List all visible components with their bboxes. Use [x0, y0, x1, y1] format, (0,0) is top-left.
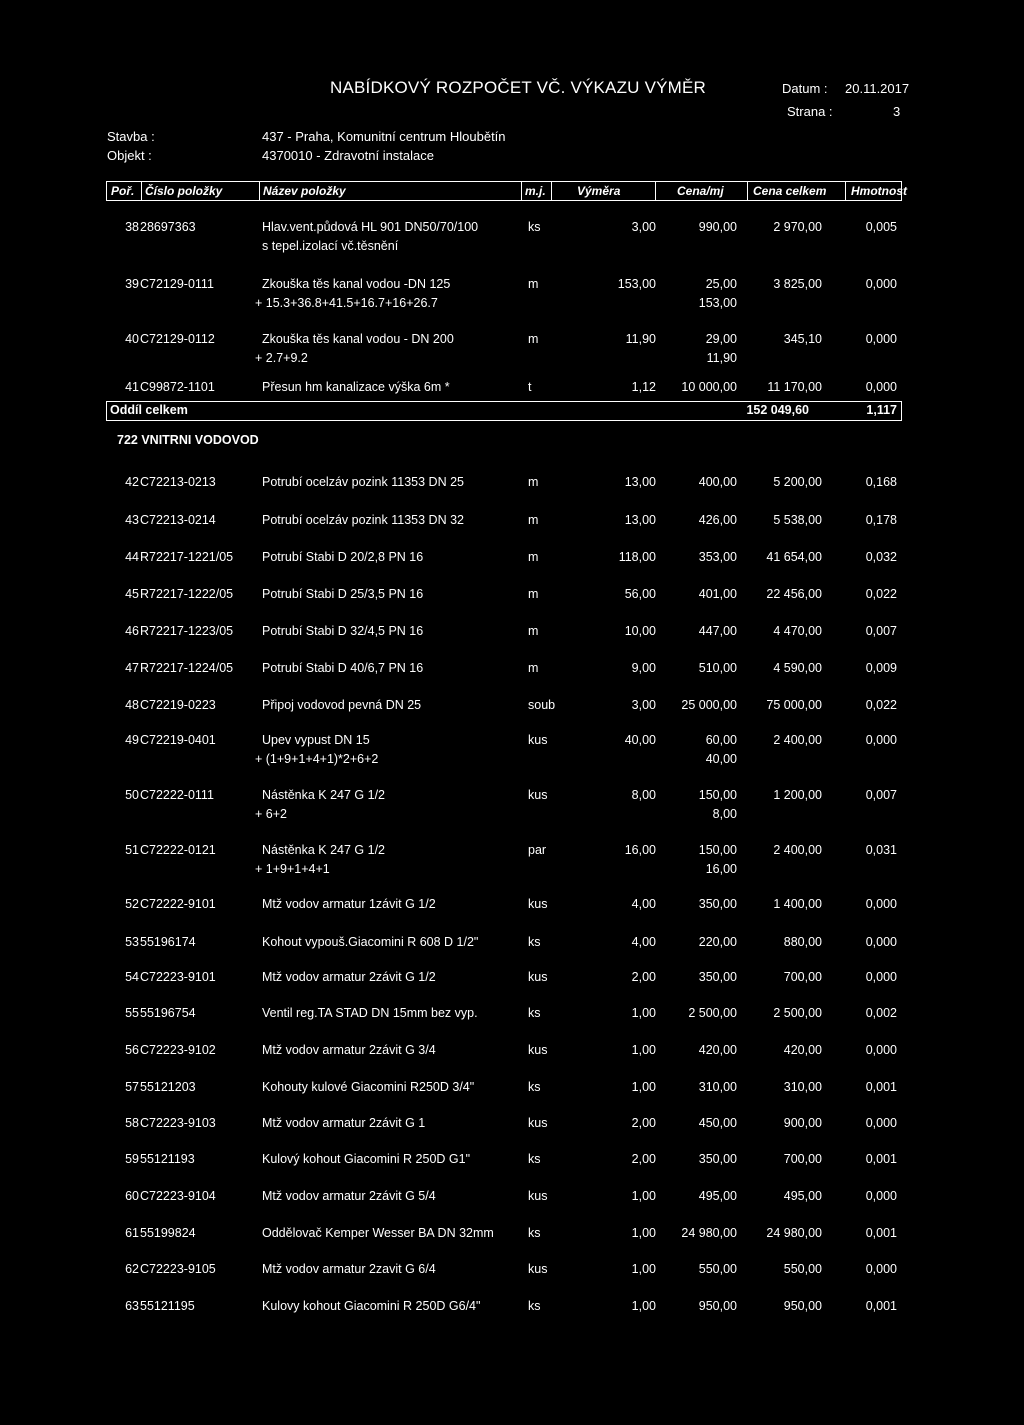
row-number: 55: [125, 1006, 139, 1020]
item-unit-price: 60,00: [705, 733, 737, 747]
item-name: Mtž vodov armatur 2zavit G 6/4: [262, 1262, 436, 1276]
item-unit-price: 353,00: [698, 550, 737, 564]
item-code: C99872-1101: [140, 380, 215, 394]
item-unit-price: 10 000,00: [681, 380, 737, 394]
item-name: Oddělovač Kemper Wesser BA DN 32mm: [262, 1226, 494, 1240]
row-number: 54: [125, 970, 139, 984]
item-total-price: 2 500,00: [773, 1006, 822, 1020]
item-unit: ks: [528, 1080, 541, 1094]
item-total-price: 880,00: [783, 935, 822, 949]
item-total-price: 41 654,00: [766, 550, 822, 564]
column-divider: [655, 182, 656, 200]
row-number: 62: [125, 1262, 139, 1276]
row-number: 45: [125, 587, 139, 601]
item-unit: m: [528, 332, 539, 346]
item-code: C72129-0111: [140, 277, 214, 291]
item-total-price: 950,00: [783, 1299, 822, 1313]
item-unit-price: 450,00: [698, 1116, 737, 1130]
item-unit: kus: [528, 788, 548, 802]
item-total-price: 4 470,00: [773, 624, 822, 638]
item-quantity: 1,00: [631, 1043, 656, 1057]
item-total-price: 3 825,00: [773, 277, 822, 291]
item-name: Kohouty kulové Giacomini R250D 3/4": [262, 1080, 475, 1094]
item-mass: 0,168: [865, 475, 897, 489]
item-total-price: 700,00: [783, 970, 822, 984]
item-total-price: 4 590,00: [773, 661, 822, 675]
row-number: 58: [125, 1116, 139, 1130]
strana-label: Strana :: [787, 104, 833, 119]
table-header: [106, 181, 907, 201]
item-name: Upev vypust DN 15: [262, 733, 370, 747]
item-code: C72213-0213: [140, 475, 216, 489]
item-name: Ventil reg.TA STAD DN 15mm bez vyp.: [262, 1006, 478, 1020]
item-quantity: 1,00: [631, 1080, 656, 1094]
item-unit-price: 24 980,00: [681, 1226, 737, 1240]
item-mass: 0,009: [865, 661, 897, 675]
row-number: 49: [125, 733, 139, 747]
item-code: 55196754: [140, 1006, 196, 1020]
item-unit: m: [528, 587, 539, 601]
item-quantity: 1,12: [631, 380, 656, 394]
item-quantity: 13,00: [624, 475, 656, 489]
row-number: 38: [125, 220, 139, 234]
col-mj: m.j.: [525, 184, 546, 198]
section-total-price: 152 049,60: [746, 403, 809, 417]
item-code: 28697363: [140, 220, 196, 234]
item-mass: 0,001: [865, 1226, 897, 1240]
item-code: R72217-1221/05: [140, 550, 234, 564]
item-code: R72217-1223/05: [140, 624, 234, 638]
item-unit-price: 990,00: [698, 220, 737, 234]
item-quantity: 11,90: [625, 332, 656, 346]
item-name: Kohout vypouš.Giacomini R 608 D 1/2": [262, 935, 479, 949]
item-code: 55121193: [140, 1152, 195, 1166]
item-subline: + 6+2: [255, 807, 287, 821]
item-subline-quantity: 153,00: [698, 296, 737, 310]
item-name: Zkouška těs kanal vodou - DN 200: [262, 332, 454, 346]
item-subline: + 2.7+9.2: [255, 351, 308, 365]
item-unit: ks: [528, 1226, 541, 1240]
item-total-price: 900,00: [783, 1116, 822, 1130]
item-name: Zkouška těs kanal vodou -DN 125: [262, 277, 451, 291]
item-quantity: 3,00: [631, 220, 656, 234]
item-total-price: 1 400,00: [773, 897, 822, 911]
item-quantity: 13,00: [624, 513, 656, 527]
row-number: 60: [125, 1189, 139, 1203]
item-unit-price: 401,00: [698, 587, 737, 601]
item-total-price: 24 980,00: [766, 1226, 822, 1240]
item-unit-price: 25 000,00: [681, 698, 737, 712]
item-unit-price: 2 500,00: [688, 1006, 737, 1020]
item-code: C72129-0112: [140, 332, 215, 346]
row-number: 44: [125, 550, 139, 564]
item-unit: ks: [528, 1152, 541, 1166]
item-mass: 0,000: [865, 380, 897, 394]
item-unit-price: 150,00: [698, 788, 737, 802]
row-number: 50: [125, 788, 139, 802]
column-divider: [747, 182, 748, 200]
item-code: 55121203: [140, 1080, 196, 1094]
item-mass: 0,000: [865, 733, 897, 747]
section-total-bar: [106, 401, 902, 421]
page-title: NABÍDKOVÝ ROZPOČET VČ. VÝKAZU VÝMĚR: [330, 78, 707, 97]
item-quantity: 4,00: [631, 897, 656, 911]
item-mass: 0,007: [865, 788, 897, 802]
item-mass: 0,032: [865, 550, 897, 564]
item-total-price: 310,00: [783, 1080, 822, 1094]
section-heading: 722 VNITRNI VODOVOD: [117, 433, 259, 447]
item-unit-price: 400,00: [698, 475, 737, 489]
item-subline: + 15.3+36.8+41.5+16.7+16+26.7: [255, 296, 438, 310]
item-code: C72223-9103: [140, 1116, 216, 1130]
item-quantity: 40,00: [624, 733, 656, 747]
row-number: 53: [125, 935, 139, 949]
item-name: Mtž vodov armatur 2závit G 1/2: [262, 970, 436, 984]
row-number: 51: [125, 843, 139, 857]
item-code: C72222-0121: [140, 843, 216, 857]
item-mass: 0,001: [865, 1080, 897, 1094]
section-total-label: Oddíl celkem: [110, 403, 188, 417]
item-quantity: 1,00: [631, 1262, 656, 1276]
stavba-value: 437 - Praha, Komunitní centrum Hloubětín: [262, 129, 506, 144]
item-quantity: 1,00: [631, 1006, 656, 1020]
item-subline: + 1+9+1+4+1: [255, 862, 330, 876]
column-divider: [521, 182, 522, 200]
item-code: R72217-1222/05: [140, 587, 234, 601]
column-divider: [141, 182, 142, 200]
item-unit-price: 447,00: [698, 624, 737, 638]
item-unit: m: [528, 513, 539, 527]
col-hmotnost: Hmotnost: [851, 184, 907, 198]
item-unit: t: [528, 380, 532, 394]
item-quantity: 153,00: [617, 277, 656, 291]
item-unit: kus: [528, 1043, 548, 1057]
item-unit-price: 420,00: [698, 1043, 737, 1057]
item-mass: 0,002: [865, 1006, 897, 1020]
col-vymera: Výměra: [577, 184, 621, 198]
item-name: Mtž vodov armatur 1závit G 1/2: [262, 897, 436, 911]
item-total-price: 2 400,00: [773, 843, 822, 857]
item-name: Kulovy kohout Giacomini R 250D G6/4": [262, 1299, 481, 1313]
item-unit-price: 495,00: [698, 1189, 737, 1203]
item-unit: ks: [528, 1006, 541, 1020]
item-quantity: 1,00: [631, 1189, 656, 1203]
item-total-price: 75 000,00: [766, 698, 822, 712]
item-unit: m: [528, 624, 539, 638]
item-name: Nástěnka K 247 G 1/2: [262, 843, 385, 857]
column-divider: [845, 182, 846, 200]
item-unit-price: 950,00: [698, 1299, 737, 1313]
row-number: 52: [125, 897, 139, 911]
item-unit: kus: [528, 970, 548, 984]
row-number: 61: [125, 1226, 139, 1240]
item-total-price: 5 538,00: [773, 513, 822, 527]
item-quantity: 2,00: [631, 970, 656, 984]
item-quantity: 1,00: [631, 1226, 656, 1240]
item-quantity: 10,00: [624, 624, 656, 638]
row-number: 40: [125, 332, 139, 346]
item-total-price: 420,00: [783, 1043, 822, 1057]
item-mass: 0,000: [865, 1189, 897, 1203]
item-mass: 0,000: [865, 1262, 897, 1276]
item-unit: ks: [528, 220, 541, 234]
item-quantity: 56,00: [624, 587, 656, 601]
item-subline: + (1+9+1+4+1)*2+6+2: [255, 752, 379, 766]
item-code: C72223-9105: [140, 1262, 216, 1276]
datum-label: Datum :: [782, 81, 828, 96]
item-total-price: 5 200,00: [773, 475, 822, 489]
row-number: 42: [125, 475, 139, 489]
item-mass: 0,001: [865, 1299, 897, 1313]
col-nazev: Název položky: [263, 184, 346, 198]
item-subline-quantity: 16,00: [705, 862, 737, 876]
item-code: C72223-9104: [140, 1189, 216, 1203]
column-divider: [259, 182, 260, 200]
strana-value: 3: [893, 104, 901, 119]
item-unit: kus: [528, 1116, 548, 1130]
item-unit-price: 350,00: [698, 897, 737, 911]
item-code: R72217-1224/05: [140, 661, 234, 675]
row-number: 56: [125, 1043, 139, 1057]
item-unit: m: [528, 661, 539, 675]
item-unit-price: 25,00: [705, 277, 737, 291]
item-mass: 0,000: [865, 1116, 897, 1130]
item-code: C72219-0223: [140, 698, 216, 712]
datum-value: 20.11.2017: [845, 81, 910, 96]
item-quantity: 9,00: [631, 661, 656, 675]
item-code: C72222-9101: [140, 897, 216, 911]
item-quantity: 2,00: [631, 1116, 656, 1130]
item-name: Potrubí Stabi D 32/4,5 PN 16: [262, 624, 424, 638]
item-unit: kus: [528, 1189, 548, 1203]
item-unit: par: [528, 843, 547, 857]
item-unit-price: 426,00: [698, 513, 737, 527]
row-number: 63: [125, 1299, 139, 1313]
item-code: 55199824: [140, 1226, 196, 1240]
item-subline-quantity: 11,90: [706, 351, 737, 365]
item-unit-price: 29,00: [705, 332, 737, 346]
item-total-price: 11 170,00: [767, 380, 822, 394]
item-unit-price: 150,00: [698, 843, 737, 857]
item-name: Mtž vodov armatur 2závit G 1: [262, 1116, 426, 1130]
item-mass: 0,022: [865, 587, 897, 601]
item-mass: 0,000: [865, 970, 897, 984]
item-unit: kus: [528, 733, 548, 747]
item-unit: ks: [528, 1299, 541, 1313]
item-name: Potrubí ocelzáv pozink 11353 DN 25: [262, 475, 464, 489]
row-number: 39: [125, 277, 139, 291]
item-total-price: 2 400,00: [773, 733, 822, 747]
item-quantity: 4,00: [631, 935, 656, 949]
item-name: Potrubí ocelzáv pozink 11353 DN 32: [262, 513, 464, 527]
item-unit: m: [528, 277, 539, 291]
item-code: 55121195: [140, 1299, 195, 1313]
item-mass: 0,005: [865, 220, 897, 234]
item-mass: 0,000: [865, 332, 897, 346]
row-number: 47: [125, 661, 139, 675]
section-total-mass: 1,117: [866, 403, 897, 417]
item-subline-quantity: 8,00: [712, 807, 737, 821]
item-unit: ks: [528, 935, 541, 949]
item-quantity: 2,00: [631, 1152, 656, 1166]
item-code: 55196174: [140, 935, 196, 949]
item-mass: 0,022: [865, 698, 897, 712]
item-code: C72223-9101: [140, 970, 216, 984]
item-total-price: 700,00: [783, 1152, 822, 1166]
item-mass: 0,001: [865, 1152, 897, 1166]
row-number: 46: [125, 624, 139, 638]
item-name: Připoj vodovod pevná DN 25: [262, 698, 422, 712]
item-unit: m: [528, 475, 539, 489]
item-unit-price: 310,00: [698, 1080, 737, 1094]
item-total-price: 345,10: [783, 332, 822, 346]
item-code: C72219-0401: [140, 733, 216, 747]
col-cislo: Číslo položky: [145, 184, 223, 198]
col-cena-celkem: Cena celkem: [753, 184, 827, 198]
item-unit-price: 510,00: [698, 661, 737, 675]
item-quantity: 1,00: [631, 1299, 656, 1313]
item-total-price: 550,00: [783, 1262, 822, 1276]
item-subline: s tepel.izolací vč.těsnění: [262, 239, 399, 253]
item-unit: soub: [528, 698, 556, 712]
item-name: Hlav.vent.půdová HL 901 DN50/70/100: [262, 220, 479, 234]
item-mass: 0,000: [865, 277, 897, 291]
row-number: 41: [125, 380, 139, 394]
column-divider: [551, 182, 552, 200]
row-number: 43: [125, 513, 139, 527]
row-number: 59: [125, 1152, 139, 1166]
item-name: Přesun hm kanalizace výška 6m *: [262, 380, 450, 394]
item-mass: 0,031: [865, 843, 897, 857]
item-name: Potrubí Stabi D 40/6,7 PN 16: [262, 661, 424, 675]
item-unit-price: 350,00: [698, 970, 737, 984]
item-mass: 0,007: [865, 624, 897, 638]
item-name: Potrubí Stabi D 25/3,5 PN 16: [262, 587, 424, 601]
col-cena-mj: Cena/mj: [677, 184, 724, 198]
stavba-label: Stavba :: [107, 129, 155, 144]
item-name: Potrubí Stabi D 20/2,8 PN 16: [262, 550, 424, 564]
item-subline-quantity: 40,00: [705, 752, 737, 766]
item-unit: m: [528, 550, 539, 564]
item-code: C72222-0111: [140, 788, 214, 802]
item-mass: 0,000: [865, 935, 897, 949]
item-total-price: 2 970,00: [773, 220, 822, 234]
item-quantity: 118,00: [618, 550, 656, 564]
item-name: Kulový kohout Giacomini R 250D G1": [262, 1152, 471, 1166]
item-mass: 0,000: [865, 897, 897, 911]
item-unit: kus: [528, 897, 548, 911]
item-total-price: 495,00: [783, 1189, 822, 1203]
item-name: Mtž vodov armatur 2závit G 3/4: [262, 1043, 436, 1057]
objekt-value: 4370010 - Zdravotní instalace: [262, 148, 434, 163]
item-name: Nástěnka K 247 G 1/2: [262, 788, 385, 802]
item-mass: 0,178: [865, 513, 897, 527]
item-name: Mtž vodov armatur 2závit G 5/4: [262, 1189, 436, 1203]
objekt-label: Objekt :: [107, 148, 152, 163]
item-code: C72213-0214: [140, 513, 216, 527]
item-mass: 0,000: [865, 1043, 897, 1057]
item-unit-price: 220,00: [698, 935, 737, 949]
item-unit-price: 550,00: [698, 1262, 737, 1276]
row-number: 48: [125, 698, 139, 712]
item-total-price: 22 456,00: [766, 587, 822, 601]
item-quantity: 3,00: [631, 698, 656, 712]
item-unit-price: 350,00: [698, 1152, 737, 1166]
col-por: Poř.: [111, 184, 135, 198]
item-quantity: 16,00: [624, 843, 656, 857]
item-code: C72223-9102: [140, 1043, 216, 1057]
item-total-price: 1 200,00: [773, 788, 822, 802]
row-number: 57: [125, 1080, 139, 1094]
item-unit: kus: [528, 1262, 548, 1276]
item-quantity: 8,00: [631, 788, 656, 802]
